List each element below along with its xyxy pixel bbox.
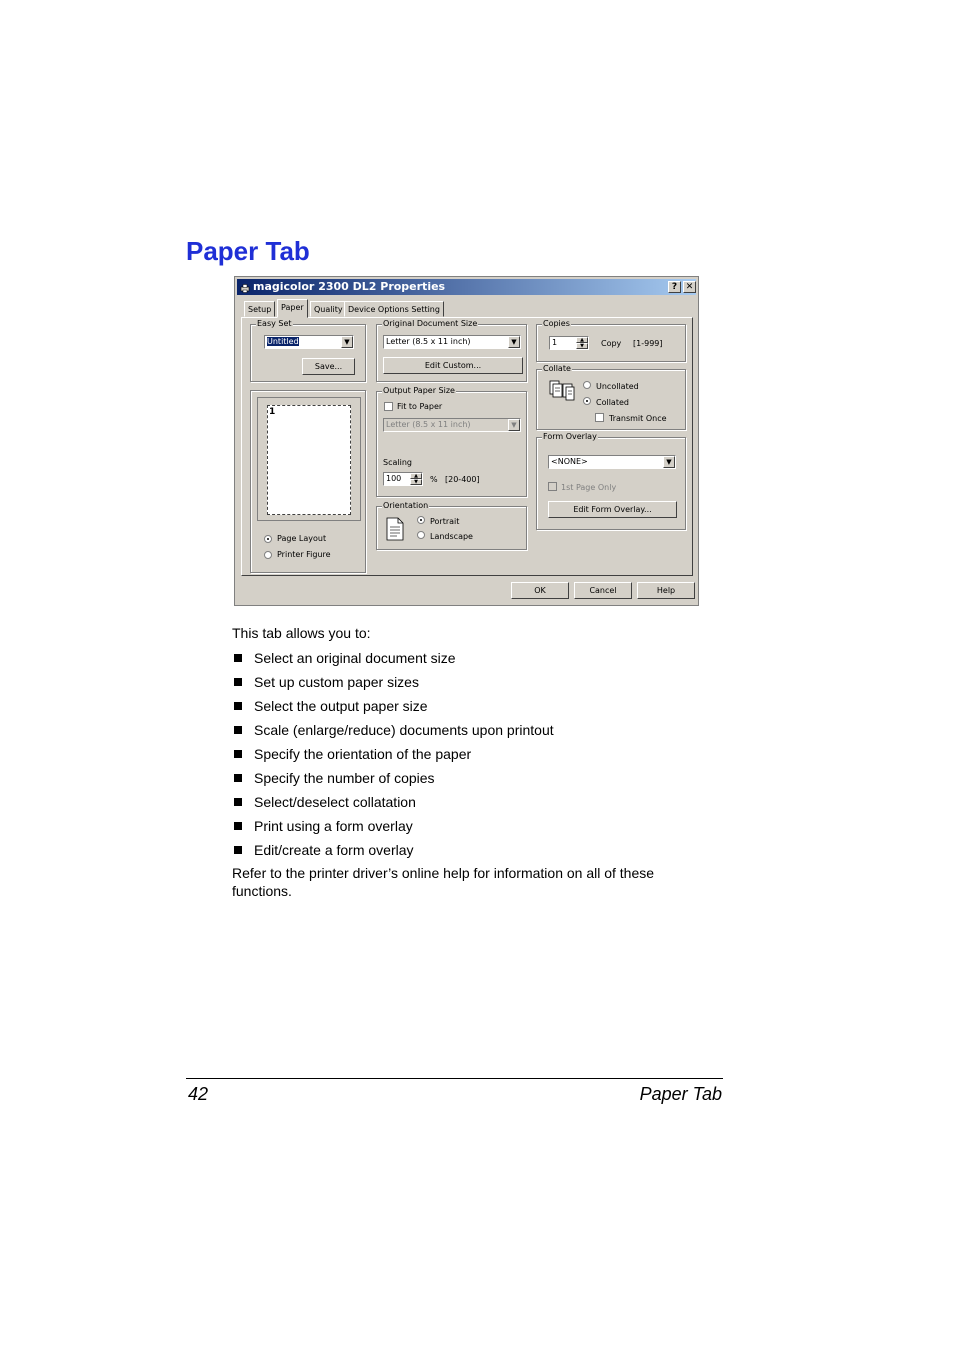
footer-divider bbox=[186, 1078, 723, 1079]
portrait-page-icon bbox=[386, 517, 404, 543]
collate-pages-icon bbox=[549, 380, 575, 404]
original-size-value: Letter (8.5 x 11 inch) bbox=[386, 337, 471, 346]
copies-group bbox=[536, 319, 686, 362]
bullet-square-icon bbox=[234, 774, 242, 782]
output-size-group bbox=[376, 386, 527, 497]
original-size-combo[interactable] bbox=[383, 335, 521, 349]
preview-group bbox=[250, 390, 366, 573]
copies-unit: Copy bbox=[601, 339, 622, 348]
list-item: Select an original document size bbox=[232, 646, 554, 670]
scaling-range: [20-400] bbox=[445, 475, 480, 484]
list-item: Scale (enlarge/reduce) documents upon printout bbox=[232, 718, 554, 742]
portrait-radio[interactable] bbox=[417, 516, 425, 524]
cancel-button[interactable]: Cancel bbox=[574, 582, 632, 599]
list-item: Edit/create a form overlay bbox=[232, 838, 554, 862]
output-size-combo[interactable] bbox=[383, 418, 521, 432]
ok-button[interactable]: OK bbox=[511, 582, 569, 599]
orientation-label: Orientation bbox=[383, 501, 429, 510]
collate-group bbox=[536, 364, 686, 430]
easy-set-group bbox=[250, 319, 366, 382]
list-item: Set up custom paper sizes bbox=[232, 670, 554, 694]
easy-set-label: Easy Set bbox=[257, 319, 292, 328]
fit-to-paper-label: Fit to Paper bbox=[397, 402, 443, 411]
transmit-once-label: Transmit Once bbox=[609, 414, 667, 423]
easy-set-value: Untitled bbox=[267, 337, 299, 346]
paper-tab-panel bbox=[241, 317, 693, 576]
landscape-label: Landscape bbox=[430, 532, 473, 541]
footer-page-number: 42 bbox=[188, 1084, 209, 1104]
closing-text: Refer to the printer driver’s online help for information on all of these functions. bbox=[232, 865, 655, 899]
properties-dialog bbox=[234, 276, 699, 606]
footer-section-title: Paper Tab bbox=[639, 1084, 722, 1104]
uncollated-radio[interactable] bbox=[583, 381, 591, 389]
intro-text: This tab allows you to: bbox=[232, 625, 371, 641]
form-overlay-combo[interactable] bbox=[548, 455, 676, 469]
feature-list bbox=[232, 646, 554, 862]
list-item: Specify the orientation of the paper bbox=[232, 742, 554, 766]
list-item: Select the output paper size bbox=[232, 694, 554, 718]
original-size-label: Original Document Size bbox=[383, 319, 478, 328]
bullet-square-icon bbox=[234, 702, 242, 710]
scaling-value: 100 bbox=[386, 474, 402, 483]
copies-label: Copies bbox=[543, 319, 570, 328]
save-button[interactable]: Save... bbox=[302, 358, 355, 375]
bullet-square-icon bbox=[234, 846, 242, 854]
landscape-radio[interactable] bbox=[417, 531, 425, 539]
list-item: Select/deselect collatation bbox=[232, 790, 554, 814]
bullet-square-icon bbox=[234, 678, 242, 686]
bullet-square-icon bbox=[234, 798, 242, 806]
page-layout-radio[interactable] bbox=[264, 535, 272, 543]
paper-preview bbox=[267, 405, 351, 515]
spin-down-icon[interactable]: ▼ bbox=[410, 479, 422, 485]
collate-label: Collate bbox=[543, 364, 571, 373]
collated-radio[interactable] bbox=[583, 397, 591, 405]
first-page-only-checkbox[interactable] bbox=[548, 482, 557, 491]
copies-value: 1 bbox=[552, 338, 558, 347]
fit-to-paper-checkbox[interactable] bbox=[384, 402, 393, 411]
list-item: Specify the number of copies bbox=[232, 766, 554, 790]
copies-range: [1-999] bbox=[633, 339, 663, 348]
dialog-titlebar bbox=[237, 279, 696, 295]
edit-custom-button[interactable]: Edit Custom... bbox=[383, 357, 523, 374]
close-title-button[interactable]: ✕ bbox=[683, 281, 696, 293]
bullet-square-icon bbox=[234, 822, 242, 830]
help-title-button[interactable]: ? bbox=[668, 281, 681, 293]
dialog-title: magicolor 2300 DL2 Properties bbox=[253, 280, 446, 293]
copies-input[interactable] bbox=[549, 336, 589, 350]
help-button[interactable]: Help bbox=[637, 582, 695, 599]
edit-form-overlay-button[interactable]: Edit Form Overlay... bbox=[548, 501, 677, 518]
scaling-unit: % bbox=[430, 475, 438, 484]
preview-page-number: 1 bbox=[269, 407, 276, 417]
tab-setup[interactable]: Setup bbox=[244, 301, 275, 317]
tab-paper[interactable]: Paper bbox=[277, 299, 308, 318]
chevron-down-icon[interactable]: ▼ bbox=[341, 336, 353, 348]
easy-set-combo[interactable] bbox=[264, 335, 354, 349]
printer-figure-label: Printer Figure bbox=[277, 550, 331, 559]
page-title: Paper Tab bbox=[186, 236, 310, 266]
scaling-input[interactable] bbox=[383, 472, 423, 486]
tab-device-options[interactable]: Device Options Setting bbox=[344, 301, 444, 317]
list-item: Print using a form overlay bbox=[232, 814, 554, 838]
orientation-group bbox=[376, 501, 527, 550]
spin-up-icon[interactable]: ▲ bbox=[410, 473, 422, 479]
printer-figure-radio[interactable] bbox=[264, 551, 272, 559]
scaling-label: Scaling bbox=[383, 458, 412, 467]
form-overlay-group bbox=[536, 432, 686, 530]
chevron-down-icon[interactable]: ▼ bbox=[663, 456, 675, 468]
bullet-square-icon bbox=[234, 750, 242, 758]
portrait-label: Portrait bbox=[430, 517, 460, 526]
spin-down-icon[interactable]: ▼ bbox=[576, 343, 588, 349]
transmit-once-checkbox[interactable] bbox=[595, 413, 604, 422]
collated-label: Collated bbox=[596, 398, 629, 407]
form-overlay-label: Form Overlay bbox=[543, 432, 597, 441]
bullet-square-icon bbox=[234, 654, 242, 662]
output-size-label: Output Paper Size bbox=[383, 386, 455, 395]
original-size-group bbox=[376, 319, 527, 382]
chevron-down-icon[interactable]: ▼ bbox=[508, 336, 520, 348]
chevron-down-icon[interactable]: ▼ bbox=[508, 419, 520, 431]
uncollated-label: Uncollated bbox=[596, 382, 639, 391]
tab-quality[interactable]: Quality bbox=[310, 301, 347, 317]
printer-icon bbox=[240, 282, 250, 291]
form-overlay-value: <NONE> bbox=[551, 457, 588, 466]
bullet-square-icon bbox=[234, 726, 242, 734]
first-page-only-label: 1st Page Only bbox=[561, 483, 617, 492]
output-size-value: Letter (8.5 x 11 inch) bbox=[386, 420, 471, 429]
spin-up-icon[interactable]: ▲ bbox=[576, 337, 588, 343]
page-layout-label: Page Layout bbox=[277, 534, 327, 543]
